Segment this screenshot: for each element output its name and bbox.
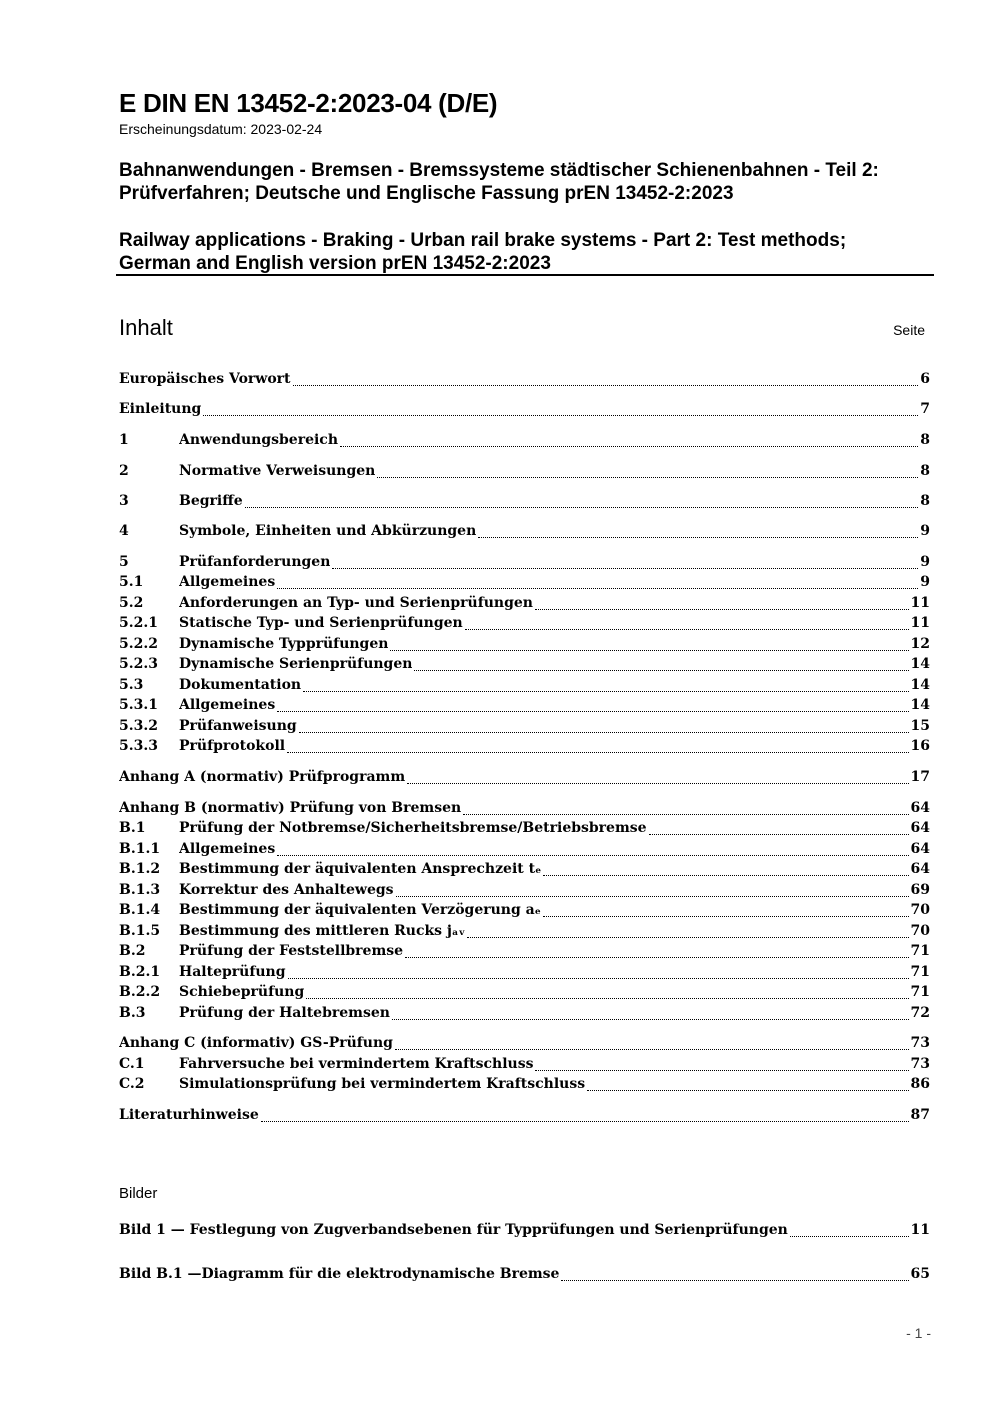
figures-dot-leader: [790, 1235, 909, 1237]
toc-entry-title: Anwendungsbereich: [179, 432, 338, 448]
toc-dot-leader: [277, 710, 908, 712]
toc-dot-leader: [277, 587, 918, 589]
toc-entry-title: Prüfung der Haltebremsen: [179, 1005, 390, 1021]
toc-entry[interactable]: [119, 882, 930, 902]
toc-entry-number: B.1.1: [119, 841, 161, 857]
toc-entry[interactable]: [119, 800, 930, 820]
toc-entry[interactable]: [119, 820, 930, 840]
toc-entry-number: 1: [119, 432, 129, 448]
toc-entry-title: Einleitung: [119, 401, 202, 417]
toc-entry-page: 71: [910, 984, 930, 1000]
toc-entry-number: B.1.5: [119, 923, 161, 939]
toc-entry[interactable]: [119, 677, 930, 697]
toc-entry-number: B.2.2: [119, 984, 161, 1000]
toc-entry-number: 5.2: [119, 595, 144, 611]
toc-entry-title: Dynamische Typprüfungen: [179, 636, 389, 652]
toc-entry-title: Bestimmung der äquivalenten Ansprechzeit tₑ: [179, 861, 542, 877]
toc-entry[interactable]: [119, 1005, 930, 1025]
toc-entry[interactable]: [119, 718, 930, 738]
toc-dot-leader: [535, 608, 909, 610]
toc-dot-leader: [299, 731, 909, 733]
toc-entry-number: 5.1: [119, 574, 144, 590]
toc-entry[interactable]: [119, 463, 930, 483]
toc-entry[interactable]: [119, 656, 930, 676]
toc-dot-leader: [405, 956, 908, 958]
toc-entry-page: 8: [920, 493, 930, 509]
toc-dot-leader: [463, 813, 908, 815]
toc-dot-leader: [340, 445, 918, 447]
toc-dot-leader: [277, 854, 908, 856]
toc-entry-number: 3: [119, 493, 129, 509]
toc-entry-title: Europäisches Vorwort: [119, 371, 291, 387]
figures-heading: Bilder: [119, 1185, 158, 1202]
toc-entry-page: 14: [910, 677, 930, 693]
toc-entry-page: 9: [920, 523, 930, 539]
toc-entry-title: Allgemeines: [179, 697, 276, 713]
toc-entry-number: 5.3.1: [119, 697, 158, 713]
toc-dot-leader: [390, 649, 908, 651]
figures-entry[interactable]: [119, 1266, 930, 1286]
toc-entry-page: 87: [910, 1107, 930, 1123]
toc-entry-title: Literaturhinweise: [119, 1107, 259, 1123]
toc-entry-title: Korrektur des Anhaltewegs: [179, 882, 394, 898]
toc-entry[interactable]: [119, 493, 930, 513]
toc-entry-page: 64: [910, 820, 930, 836]
toc-heading: Inhalt: [119, 315, 173, 340]
toc-dot-leader: [288, 977, 909, 979]
title-german-line-1: Bahnanwendungen - Bremsen - Bremssysteme städtischer Schienenbahnen - Teil 2:: [119, 160, 879, 181]
toc-entry-page: 70: [910, 923, 930, 939]
toc-entry-number: 5.2.1: [119, 615, 158, 631]
toc-entry-number: 5.3.3: [119, 738, 158, 754]
toc-entry-number: 2: [119, 463, 129, 479]
toc-entry-number: B.1: [119, 820, 146, 836]
toc-entry[interactable]: [119, 371, 930, 391]
toc-entry-page: 73: [910, 1035, 930, 1051]
toc-entry-page: 12: [910, 636, 930, 652]
doc-title: E DIN EN 13452-2:2023-04 (D/E): [119, 88, 498, 118]
toc-entry-page: 71: [910, 943, 930, 959]
toc-entry[interactable]: [119, 738, 930, 758]
toc-entry[interactable]: [119, 923, 930, 943]
figures-entry-page: 11: [910, 1222, 930, 1238]
page-number: - 1 -: [906, 1325, 931, 1341]
toc-entry-page: 8: [920, 432, 930, 448]
toc-entry-title: Anhang B (normativ) Prüfung von Bremsen: [119, 800, 462, 816]
toc-dot-leader: [649, 833, 909, 835]
toc-entry-number: B.1.4: [119, 902, 161, 918]
toc-dot-leader: [261, 1120, 909, 1122]
toc-entry[interactable]: [119, 964, 930, 984]
toc-entry-page: 64: [910, 861, 930, 877]
toc-entry-title: Anhang A (normativ) Prüfprogramm: [119, 769, 406, 785]
toc-entry-title: Schiebeprüfung: [179, 984, 305, 1000]
toc-entry-page: 71: [910, 964, 930, 980]
toc-entry-page: 14: [910, 656, 930, 672]
toc-entry-title: Bestimmung der äquivalenten Verzögerung aₑ: [179, 902, 541, 918]
toc-entry[interactable]: [119, 902, 930, 922]
toc-entry-title: Prüfanforderungen: [179, 554, 331, 570]
toc-dot-leader: [478, 536, 918, 538]
toc-entry-title: Bestimmung des mittleren Rucks jₐᵥ: [179, 923, 466, 939]
toc-dot-leader: [306, 997, 908, 999]
toc-entry-number: 5.3.2: [119, 718, 158, 734]
toc-dot-leader: [293, 384, 919, 386]
toc-entry[interactable]: [119, 432, 930, 452]
toc-dot-leader: [303, 690, 908, 692]
title-english-line-2: German and English version prEN 13452-2:2023: [119, 253, 551, 274]
toc-entry[interactable]: [119, 636, 930, 656]
toc-entry[interactable]: [119, 554, 930, 574]
title-german-line-2: Prüfverfahren; Deutsche und Englische Fassung prEN 13452-2:2023: [119, 183, 734, 204]
toc-entry-title: Normative Verweisungen: [179, 463, 376, 479]
toc-entry-page: 72: [910, 1005, 930, 1021]
toc-entry-number: 4: [119, 523, 129, 539]
toc-entry[interactable]: [119, 943, 930, 963]
toc-entry-title: Anforderungen an Typ- und Serienprüfungen: [179, 595, 533, 611]
toc-entry-number: 5.2.2: [119, 636, 158, 652]
toc-entry-page: 6: [920, 371, 930, 387]
toc-entry-page: 86: [910, 1076, 930, 1092]
toc-entry-page: 70: [910, 902, 930, 918]
toc-dot-leader: [203, 414, 918, 416]
toc-entry-page: 11: [910, 615, 930, 631]
figures-entry[interactable]: [119, 1222, 930, 1242]
toc-dot-leader: [245, 506, 919, 508]
toc-entry[interactable]: [119, 841, 930, 861]
toc-dot-leader: [465, 628, 909, 630]
toc-entry-page: 14: [910, 697, 930, 713]
toc-dot-leader: [543, 915, 909, 917]
toc-entry-page: 8: [920, 463, 930, 479]
toc-entry-title: Symbole, Einheiten und Abkürzungen: [179, 523, 477, 539]
toc-dot-leader: [392, 1018, 909, 1020]
toc-dot-leader: [543, 874, 908, 876]
toc-entry-title: Fahrversuche bei vermindertem Kraftschluss: [179, 1056, 534, 1072]
figures-dot-leader: [561, 1279, 908, 1281]
toc-page-column-label: Seite: [893, 322, 925, 338]
toc-entry-page: 7: [920, 401, 930, 417]
toc-entry[interactable]: [119, 401, 930, 421]
toc-entry-page: 64: [910, 841, 930, 857]
toc-entry-page: 9: [920, 554, 930, 570]
toc-dot-leader: [414, 669, 908, 671]
toc-entry-title: Allgemeines: [179, 841, 276, 857]
toc-dot-leader: [407, 782, 908, 784]
toc-entry[interactable]: [119, 615, 930, 635]
toc-entry[interactable]: [119, 697, 930, 717]
toc-entry-number: 5: [119, 554, 129, 570]
toc-entry[interactable]: [119, 861, 930, 881]
figures-entry-title: Bild 1 — Festlegung von Zugverbandsebenen für Typprüfungen und Serienprüfungen: [119, 1222, 788, 1238]
toc-entry-page: 64: [910, 800, 930, 816]
toc-entry-page: 15: [910, 718, 930, 734]
toc-entry-title: Dokumentation: [179, 677, 302, 693]
toc-entry-page: 9: [920, 574, 930, 590]
toc-dot-leader: [395, 1048, 909, 1050]
toc-entry[interactable]: [119, 595, 930, 615]
toc-entry-title: Anhang C (informativ) GS-Prüfung: [119, 1035, 393, 1051]
toc-entry-page: 69: [910, 882, 930, 898]
toc-entry-number: B.1.2: [119, 861, 161, 877]
toc-dot-leader: [332, 567, 918, 569]
toc-entry-title: Prüfung der Feststellbremse: [179, 943, 404, 959]
toc-entry-title: Begriffe: [179, 493, 243, 509]
toc-entry-title: Halteprüfung: [179, 964, 286, 980]
toc-entry[interactable]: [119, 523, 930, 543]
toc-entry-number: B.2: [119, 943, 146, 959]
toc-entry-title: Allgemeines: [179, 574, 276, 590]
toc-entry-number: C.1: [119, 1056, 145, 1072]
toc-dot-leader: [396, 895, 909, 897]
toc-entry-number: 5.2.3: [119, 656, 158, 672]
title-divider: [116, 274, 934, 276]
toc-entry[interactable]: [119, 1076, 930, 1096]
toc-entry[interactable]: [119, 1056, 930, 1076]
toc-entry-title: Prüfanweisung: [179, 718, 297, 734]
toc-entry[interactable]: [119, 1035, 930, 1055]
toc-entry-title: Simulationsprüfung bei vermindertem Kraftschluss: [179, 1076, 586, 1092]
toc-dot-leader: [287, 751, 908, 753]
toc-entry-title: Prüfung der Notbremse/Sicherheitsbremse/Betriebsbremse: [179, 820, 647, 836]
toc-entry-number: B.2.1: [119, 964, 161, 980]
publication-date: Erscheinungsdatum: 2023-02-24: [119, 121, 323, 137]
toc-entry[interactable]: [119, 574, 930, 594]
toc-dot-leader: [587, 1089, 908, 1091]
toc-entry-number: B.1.3: [119, 882, 161, 898]
figures-entry-title: Bild B.1 —Diagramm für die elektrodynamische Bremse: [119, 1266, 560, 1282]
toc-entry-number: C.2: [119, 1076, 145, 1092]
toc-entry-number: B.3: [119, 1005, 146, 1021]
toc-entry-number: 5.3: [119, 677, 144, 693]
figures-entry-page: 65: [910, 1266, 930, 1282]
toc-dot-leader: [377, 476, 918, 478]
toc-entry[interactable]: [119, 1107, 930, 1127]
toc-entry-page: 73: [910, 1056, 930, 1072]
toc-dot-leader: [535, 1069, 908, 1071]
toc-entry-page: 11: [910, 595, 930, 611]
toc-dot-leader: [467, 936, 908, 938]
toc-entry-title: Prüfprotokoll: [179, 738, 286, 754]
toc-entry-page: 17: [910, 769, 930, 785]
toc-entry-title: Dynamische Serienprüfungen: [179, 656, 413, 672]
toc-entry-page: 16: [910, 738, 930, 754]
toc-entry[interactable]: [119, 984, 930, 1004]
title-english-line-1: Railway applications - Braking - Urban rail brake systems - Part 2: Test methods;: [119, 230, 847, 251]
toc-entry[interactable]: [119, 769, 930, 789]
toc-entry-title: Statische Typ- und Serienprüfungen: [179, 615, 463, 631]
